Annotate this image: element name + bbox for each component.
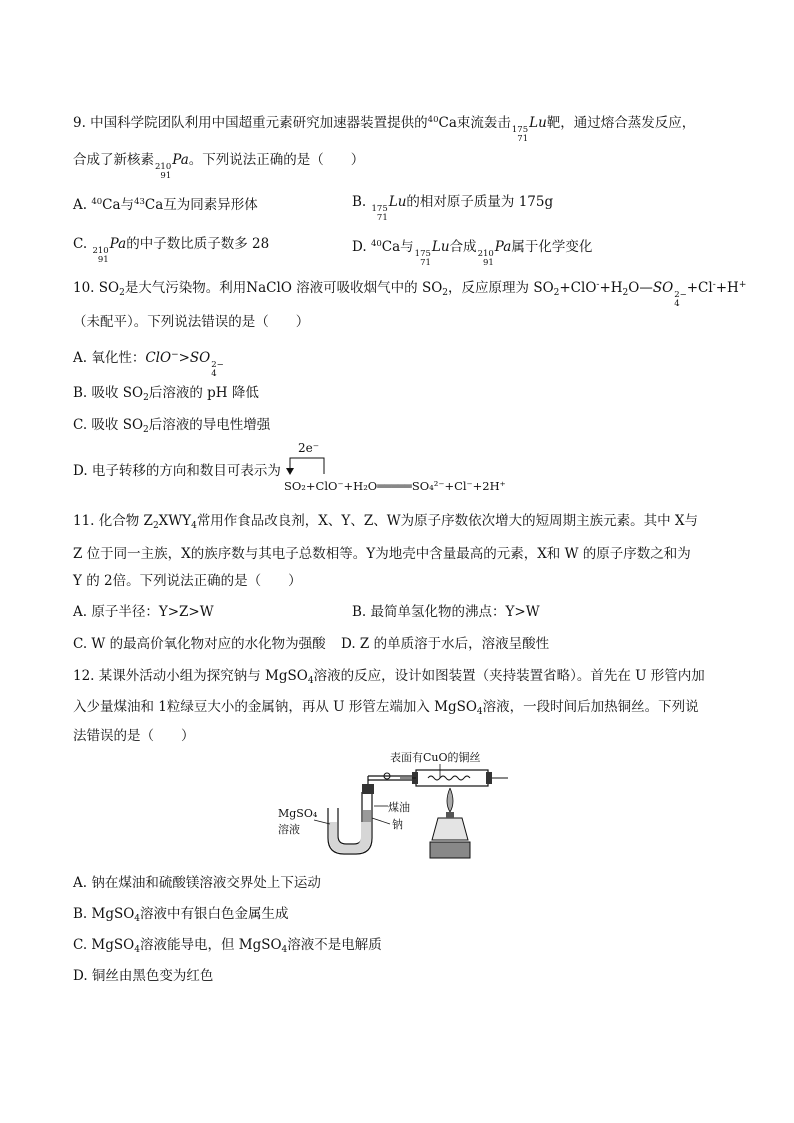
q10-stem-line2: （未配平）。下列说法错误的是（ ） [73,314,310,330]
mgso4-label: MgSO₄ [278,807,318,820]
q9-option-b: B. 175 71 Lu的相对原子质量为 175g [352,194,554,223]
q9-option-c: C. 210 91 Pa的中子数比质子数多 28 [73,236,270,265]
q9-text: 靶，通过熔合蒸发反应， [546,115,696,131]
solution-label: 溶液 [278,823,300,836]
q12-option-d: D. 铜丝由黑色变为红色 [73,968,214,984]
q10-option-c: C. 吸收 $SO_2$后溶液的导电性增强 [73,417,271,435]
q12-option-c: C. MgSO$_4$溶液能导电，但 MgSO$_4$溶液不是电解质 [73,937,382,955]
ca40-mass: 40 [427,115,439,125]
q9-stem-line1 [73,111,695,144]
q12-stem-line1: 12. 某课外活动小组为探究钠与 MgSO$_4$溶液的反应，设计如图装置（夹持装置省略）。首先在 U 形管内加 [73,668,705,686]
electron-transfer-bracket [290,458,324,474]
sodium-piece [363,810,371,822]
copper-wire-label: 表面有CuO的铜丝 [390,751,481,764]
mgso4-solution [329,822,371,853]
arrow-down-icon [286,468,294,475]
q11-option-d: D. Z 的单质溶于水后，溶液呈酸性 [341,636,550,652]
q9-option-d: D. $^{40}$Ca与 175 71 Lu合成 210 91 Pa属于化学变化 [352,239,593,268]
q9-text: 9. 中国科学院团队利用中国超重元素研究加速器装置提供的 [73,115,428,131]
q11-stem-line3: Y 的 2倍。下列说法正确的是（ ） [73,573,302,589]
q11-option-b: B. 最简单氢化物的沸点：Y>W [352,604,540,620]
q10-option-a: A. 氧化性：ClO−>SO 2− 4 [73,350,224,379]
q9-text: 束流轰击 [456,115,511,131]
apparatus-figure [270,748,520,860]
q12-stem-line2: 入少量煤油和 1粒绿豆大小的金属钠，再从 U 形管左端加入 MgSO$_4$溶液，一段时间后加热铜丝。下列说 [73,699,699,717]
pa-nuclide-numbers: 210 91 [155,162,172,181]
q11-option-a: A. 原子半径：Y>Z>W [73,604,214,620]
ca-symbol: Ca [438,115,457,131]
sodium-label: 钠 [392,818,403,831]
q10-option-d: D. 电子转移的方向和数目可表示为 [73,463,281,479]
lu-nuclide-numbers: 175 71 [511,125,529,144]
q10-option-b: B. 吸收 $SO_2$后溶液的 pH 降低 [73,385,259,403]
q9-stem-line2: 合成了新核素 210 91 Pa。下列说法正确的是（ ） [73,152,365,181]
q12-stem-line3: 法错误的是（ ） [73,728,195,744]
lamp-stand [430,842,470,858]
electron-transfer-diagram [280,438,540,498]
q9-option-a: A. $^{40}$Ca与$^{43}$Ca互为同素异形体 [73,197,258,213]
q12-option-a: A. 钠在煤油和硫酸镁溶液交界处上下运动 [73,875,321,891]
electron-count-label: 2e⁻ [298,441,320,455]
q11-option-c: C. W 的最高价氧化物对应的水化物为强酸 [73,636,326,652]
reaction-equation: SO₂+ClO⁻+H₂O═════SO₄²⁻+Cl⁻+2H⁺ [284,479,506,493]
q11-stem-line1: 11. 化合物 $Z_2XWY_4$常用作食品改良剂，X、Y、Z、W为原子序数依次增大的短周期主族元素。其中 X与 [73,513,698,531]
q12-option-b: B. MgSO$_4$溶液中有银白色金属生成 [73,906,289,924]
alcohol-lamp [432,818,468,840]
q10-stem-line1: 10. $SO_2$是大气污染物。利用NaClO 溶液可吸收烟气中的 $SO_2$，反应原理为 $SO_2+ClO^-+H_2O—SO$ 2− 4 +Cl-+H+ [73,280,747,309]
kerosene-label: 煤油 [388,801,410,814]
lu-symbol: Lu [529,115,547,131]
q11-stem-line2: Z 位于同一主族，X的族序数与其电子总数相等。Y为地壳中含量最高的元素，X和 W 的原子序数之和为 [73,546,691,562]
